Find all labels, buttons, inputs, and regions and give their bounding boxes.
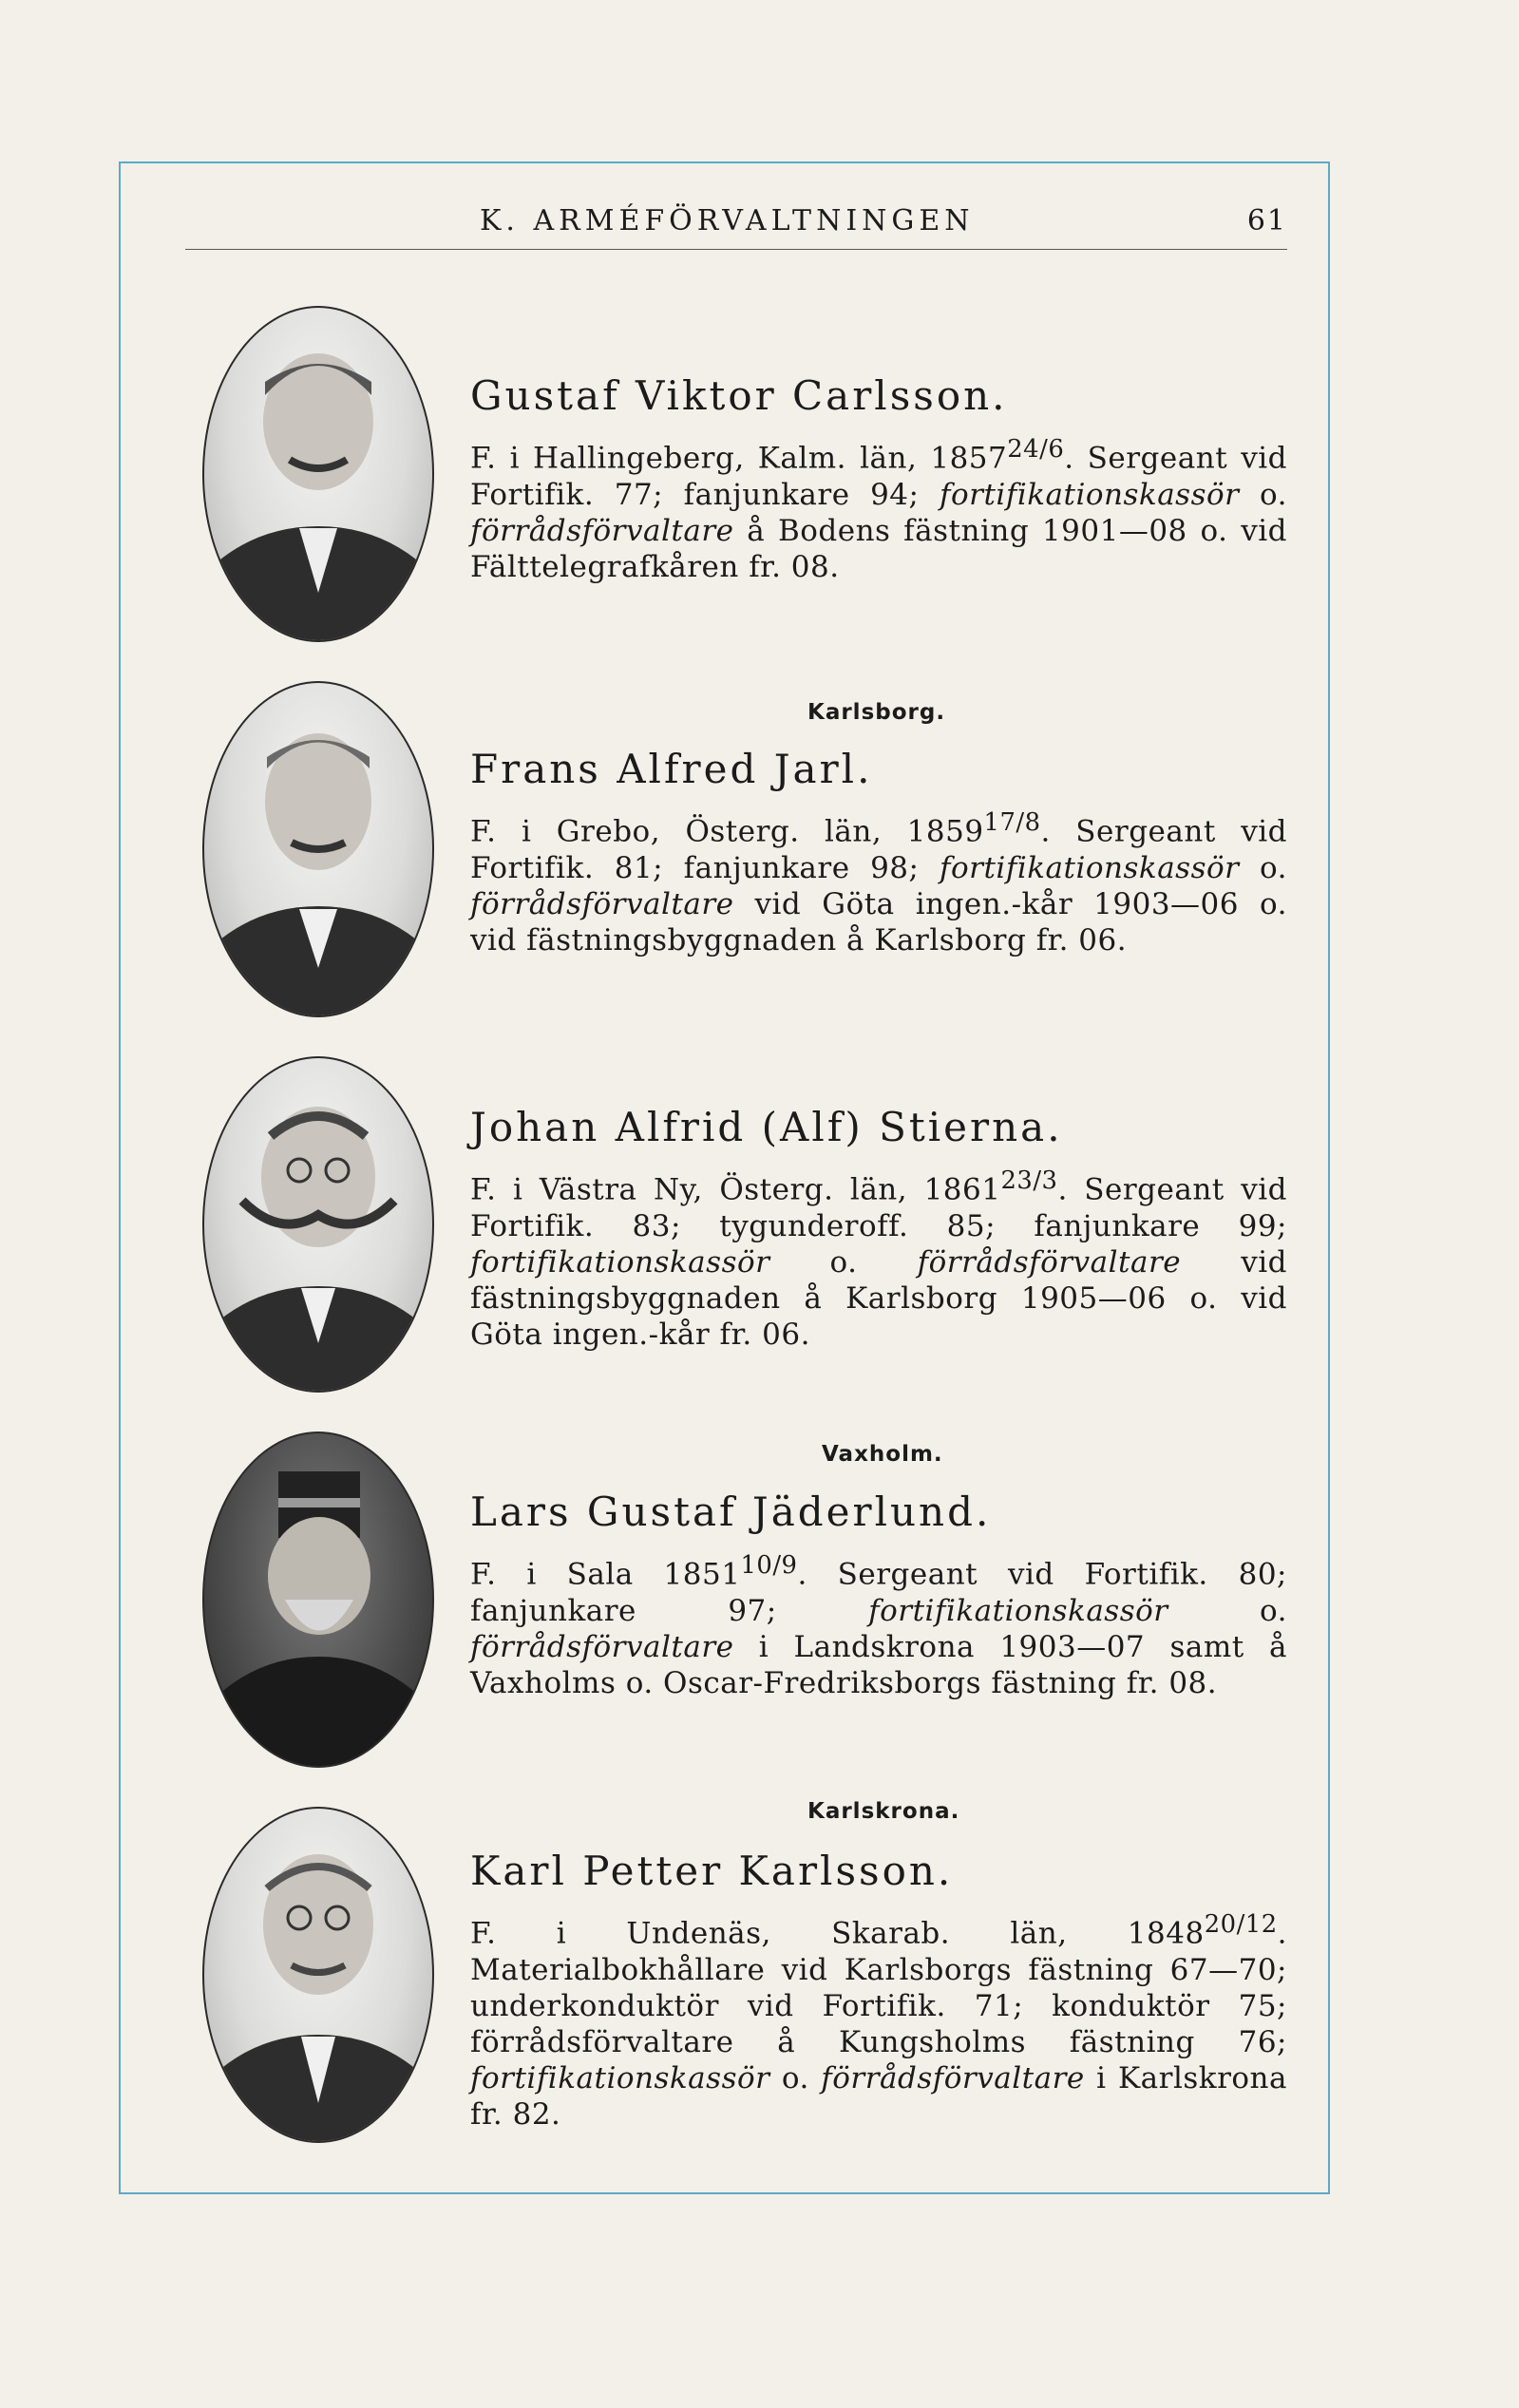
header-rule [185, 249, 1287, 250]
page-number: 61 [1246, 204, 1287, 237]
entry-name: Frans Alfred Jarl. [470, 746, 873, 792]
section-heading-vaxholm: Vaxholm. [822, 1442, 943, 1467]
portrait-karlsson [202, 1807, 434, 2143]
portrait-stierna [202, 1056, 434, 1393]
entry-karlsson [470, 1848, 1287, 2133]
entry-name: Gustaf Viktor Carlsson. [470, 372, 1008, 419]
entry-bio: F. i Västra Ny, Österg. län, $1861^{23/3}$. Sergeant vid Fortifik. 83; tygunderoff. 85; fanjunkare 99; fortifikationskassör o. förrådsförvaltare vid fästningsbyggnaden å Karlsborg 1905—06 o. vid Göta ingen.-kår fr. 06. [470, 1166, 1287, 1352]
entry-bio: F. i Grebo, Österg. län, $1859^{17/8}$. Sergeant vid Fortifik. 81; fanjunkare 98; fortifikationskassör o. förrådsförvaltare vid Göta ingen.-kår 1903—06 o. vid fästningsbyggnaden å Karlsborg fr. 06. [470, 808, 1287, 958]
portrait-jaderlund [202, 1432, 434, 1768]
portrait-jarl [202, 681, 434, 1017]
portrait-carlsson [202, 306, 434, 642]
entry-carlsson [470, 372, 1287, 585]
entry-bio: F. i Undenäs, Skarab. län, $1848^{20/12}$. Materialbokhållare vid Karlsborgs fästning 67—70; underkonduktör vid Fortifik. 71; konduktör 75; förrådsförvaltare å Kungsholms fästning 76; fortifikationskassör o. förrådsförvaltare i Karlskrona fr. 82. [470, 1910, 1288, 2132]
section-heading-karlskrona: Karlskrona. [807, 1799, 960, 1824]
running-header [185, 204, 1287, 252]
entry-stierna [470, 1104, 1287, 1353]
entry-bio: F. i Sala $1851^{10/9}$. Sergeant vid Fortifik. 80; fanjunkare 97; fortifikationskassör o. förrådsförvaltare i Landskrona 1903—07 samt å Vaxholms o. Oscar-Fredriksborgs fästning fr. 08. [470, 1551, 1288, 1700]
entry-name: Lars Gustaf Jäderlund. [470, 1488, 992, 1535]
section-heading-karlsborg: Karlsborg. [807, 700, 946, 725]
header-title: K. ARMÉFÖRVALTNINGEN [480, 204, 975, 237]
entry-bio: F. i Hallingeberg, Kalm. län, $1857^{24/6}$. Sergeant vid Fortifik. 77; fanjunkare 94; fortifikationskassör o. förrådsförvaltare å Bodens fästning 1901—08 o. vid Fälttelegrafkåren fr. 08. [470, 435, 1287, 584]
entry-name: Karl Petter Karlsson. [470, 1848, 954, 1894]
entry-name: Johan Alfrid (Alf) Stierna. [470, 1104, 1063, 1150]
entry-jaderlund [470, 1488, 1287, 1701]
entry-jarl [470, 746, 1287, 958]
